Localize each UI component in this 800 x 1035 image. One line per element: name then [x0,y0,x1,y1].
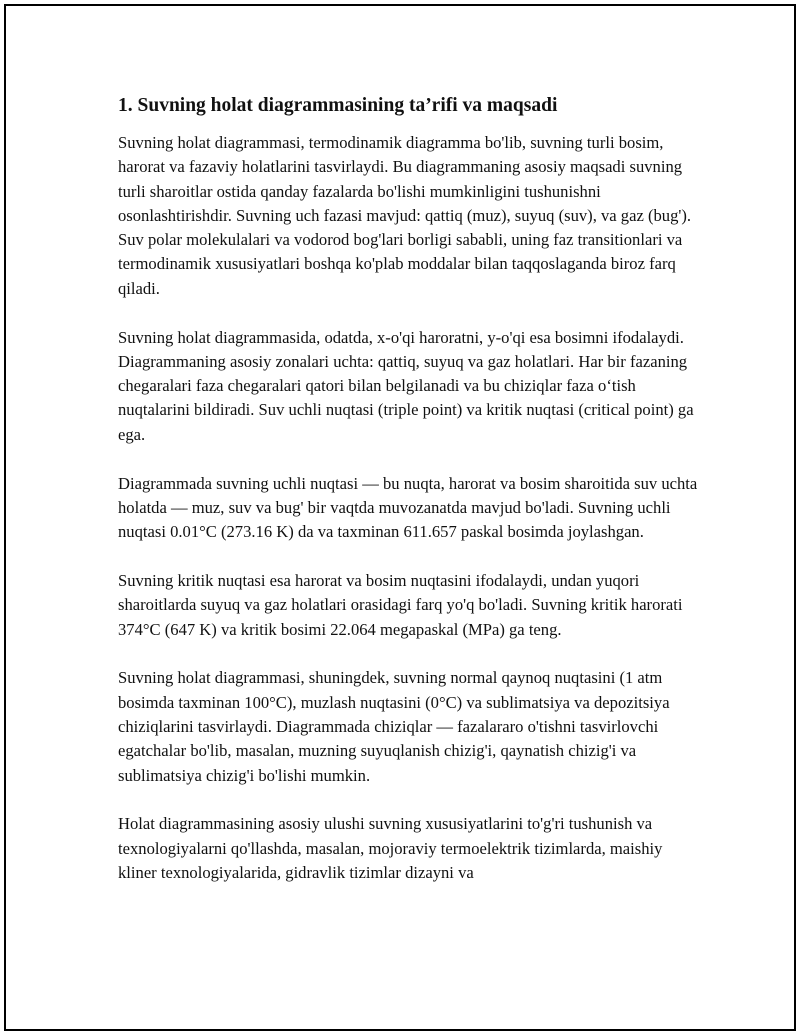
paragraph-triple-point: Diagrammada suvning uchli nuqtasi — bu nuqta, harorat va bosim sharoitida suv uchta holatda — muz, suv va bug' bir vaqtda muvozanatda mavjud bo'ladi. Suvning uchli nuqtasi 0.01°C (273.16 K) da va taxminan 611.657 paskal bosimda joylashgan. [118,473,698,542]
paragraph-axes: Suvning holat diagrammasida, odatda, x-o'qi haroratni, y-o'qi esa bosimni ifodalaydi. Diagrammaning asosiy zonalari uchta: qattiq, suyuq va gaz holatlari. Har bir fazaning chegaralari faza chegaralari qatori bilan belgilanadi va bu chiziqlar faza o‘tish nuqtalarini bildiradi. Suv uchli nuqtasi (triple point) va kritik nuqtasi (critical point) ga ega. [118,327,694,444]
paragraph-definition: Suvning holat diagrammasi, termodinamik diagramma bo'lib, suvning turli bosim, harorat va fazaviy holatlarini tasvirlaydi. Bu diagrammaning asosiy maqsadi suvning turli sharoitlar ostida qanday fazalarda bo'lishi mumkinligini tushunishni osonlashtirishdir. Suvning uch fazasi mavjud: qattiq (muz), suyuq (suv), va gaz (bug'). Suv polar molekulalari va vodorod bog'lari borligi sababli, uning faz transitionlari va termodinamik xususiyatlari boshqa ko'plab moddalar bilan taqqoslaganda biroz farq qiladi. [118,133,692,298]
paragraph-applications: Holat diagrammasining asosiy ulushi suvning xususiyatlarini to'g'ri tushunish va texnologiyalarni qo'llashda, masalan, mojoraviy termoelektrik tizimlarda, maishiy kliner texnologiyalarida, gidravlik tizimlar dizayni va [118,814,663,882]
paragraph-critical-point: Suvning kritik nuqtasi esa harorat va bosim nuqtasini ifodalaydi, undan yuqori sharoitlarda suyuq va gaz holatlari orasidagi farq yo'q bo'ladi. Suvning kritik harorati 374°C (647 K) va kritik bosimi 22.064 megapaskal (MPa) ga teng. [118,570,683,639]
section-heading: 1. Suvning holat diagrammasining ta’rifi va maqsadi [118,95,558,116]
paragraph-phase-lines: Suvning holat diagrammasi, shuningdek, suvning normal qaynoq nuqtasini (1 atm bosimda taxminan 100°C), muzlash nuqtasini (0°C) va sublimatsiya va depozitsiya chiziqlarini tasvirlaydi. Diagrammada chiziqlar — fazalararo o'tishni tasvirlovchi egatchalar bo'lib, masalan, muzning suyuqlanish chizig'i, qaynatish chizig'i va sublimatsiya chizig'i bo'lishi mumkin. [118,668,670,785]
document-body [118,92,698,910]
